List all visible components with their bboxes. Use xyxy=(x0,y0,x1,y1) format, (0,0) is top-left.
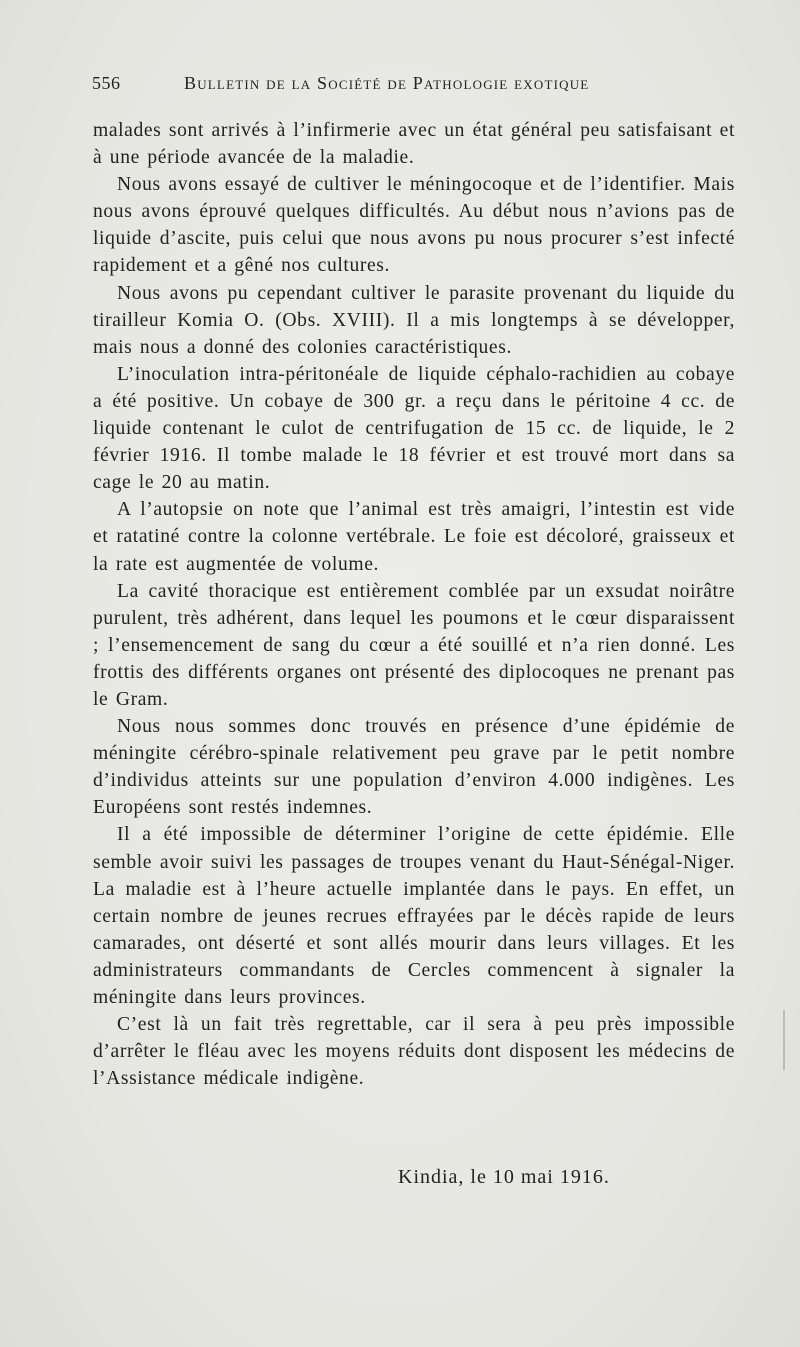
paragraph-4: L’inoculation intra-péritonéale de liquide céphalo-rachidien au cobaye a été positive. Un cobaye de 300 gr. a reçu dans le péritoine 4 cc. de liquide contenant le culot de centrifugation de 15 cc. de liquide, le 2 février 1916. Il tombe malade le 18 février et est trouvé mort dans sa cage le 20 au matin. xyxy=(93,363,735,494)
paragraph-9: C’est là un fait très regrettable, car il sera à peu près impossible d’arrêter le fléau avec les moyens réduits dont disposent les médecins de l’Assistance médicale indigène. xyxy=(93,1014,735,1090)
paragraph-3: Nous avons pu cependant cultiver le parasite provenant du liquide du tirailleur Komia O. (Obs. XVIII). Il a mis longtemps à se développer, mais nous a donné des colonies caractéristiques. xyxy=(93,282,735,358)
article-body xyxy=(93,117,735,1092)
paragraph-6: La cavité thoracique est entièrement comblée par un exsudat noirâtre purulent, très adhérent, dans lequel les poumons et le cœur disparaissent ; l’ensemencement de sang du cœur a été souillé et n’a rien donné. Les frottis des différents organes ont présenté des diplocoques ne prenant pas le Gram. xyxy=(93,580,735,710)
running-title: Bulletin de la Société de Pathologie exotique xyxy=(184,73,590,93)
date-signature: Kindia, le 10 mai 1916. xyxy=(398,1166,610,1188)
paragraph-8: Il a été impossible de déterminer l’origine de cette épidémie. Elle semble avoir suivi les passages de troupes venant du Haut-Sénégal-Niger. La maladie est à l’heure actuelle implantée dans le pays. En effet, un certain nombre de jeunes recrues effrayées par le décès rapide de leurs camarades, ont déserté et sont allés mourir dans leurs villages. Et les administrateurs commandants de Cercles commencent à signaler la méningite dans leurs provinces. xyxy=(93,824,735,1008)
paragraph-7: Nous nous sommes donc trouvés en présence d’une épidémie de méningite cérébro-spinale relativement peu grave par le petit nombre d’individus atteints sur une population d’environ 4.000 indigènes. Les Européens sont restés indemnes. xyxy=(93,716,735,819)
paragraph-1: malades sont arrivés à l’infirmerie avec un état général peu satisfaisant et à une période avancée de la maladie. xyxy=(93,120,735,169)
page-edge-mark xyxy=(783,1010,785,1070)
page-number: 556 xyxy=(92,73,121,93)
paragraph-2: Nous avons essayé de cultiver le méningocoque et de l’identifier. Mais nous avons éprouvé quelques difficultés. Au début nous n’avions pas de liquide d’ascite, puis celui que nous avons pu nous procurer s’est infecté rapidement et a gêné nos cultures. xyxy=(93,174,735,277)
paragraph-5: A l’autopsie on note que l’animal est très amaigri, l’intestin est vide et ratatiné contre la colonne vertébrale. Le foie est décoloré, graisseux et la rate est augmentée de volume. xyxy=(93,499,735,575)
